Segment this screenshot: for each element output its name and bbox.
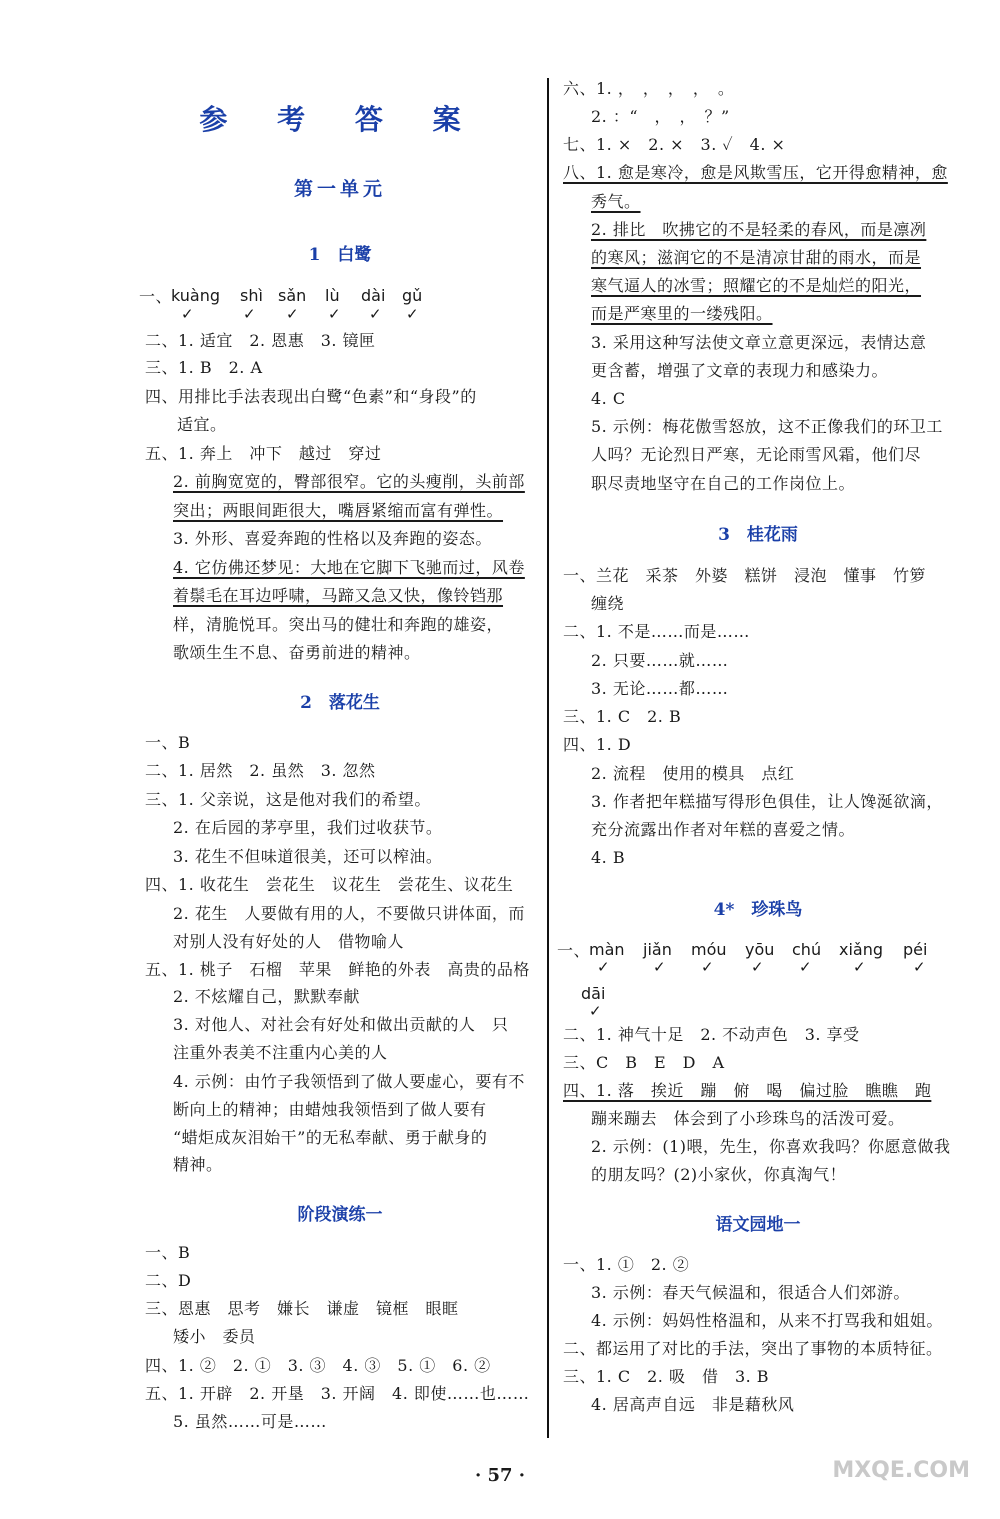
answer-line: 4. B	[591, 848, 626, 867]
answer-line: 二、都运用了对比的手法，突出了事物的本质特征。	[563, 1339, 943, 1358]
section-title-luohuasheng: 2 落花生	[300, 693, 380, 713]
answer-line: 三、C B E D A	[563, 1053, 725, 1072]
answer-line: 四、用排比手法表现出白鹭“色素”和“身段”的	[145, 387, 477, 406]
answer-line: 四、1. 收花生 尝花生 议花生 尝花生、议花生	[145, 875, 514, 894]
answer-line: 一、兰花 采茶 外婆 糕饼 浸泡 懂事 竹箩	[563, 566, 927, 585]
page-number: · 57 ·	[474, 1465, 526, 1486]
answer-line: 5. 示例：梅花傲雪怒放，这不正像我们的环卫工	[591, 417, 943, 436]
answer-line: 充分流露出作者对年糕的喜爱之情。	[591, 820, 856, 839]
pinyin-item: dài	[361, 286, 386, 305]
pinyin-item: chú	[792, 940, 822, 959]
answer-line: 断向上的精神；由蜡烛我领悟到了做人要有	[173, 1100, 487, 1119]
answer-line: 三、1. C 2. B	[563, 707, 682, 726]
pinyin-lead: 一、	[139, 287, 173, 306]
answer-line: 矮小 委员	[173, 1327, 256, 1346]
pinyin-item: shì	[240, 286, 263, 305]
answer-line: 2. 不炫耀自己，默默奉献	[173, 987, 360, 1006]
answer-line: 五、1. 奔上 冲下 越过 穿过	[145, 444, 382, 463]
pinyin-item: sǎn	[278, 286, 307, 305]
answer-line: 而是严寒里的一缕残阳。	[591, 304, 773, 323]
check-icon: ✓	[799, 958, 812, 976]
answer-line: 3. 无论……都……	[591, 679, 729, 698]
answer-line: 更含蓄，增强了文章的表现力和感染力。	[591, 361, 889, 380]
answer-line: 2. 花生 人要做有用的人，不要做只讲体面，而	[173, 904, 525, 923]
answer-line: 歌颂生生不息、奋勇前进的精神。	[173, 643, 421, 662]
answer-line: 3. 采用这种写法使文章立意更深远，表情达意	[591, 333, 927, 352]
pinyin-lead: 一、	[557, 941, 591, 960]
answer-line: 二、D	[145, 1271, 192, 1290]
check-icon: ✓	[589, 1002, 602, 1020]
section-title-bailu: 1 白鹭	[308, 245, 372, 265]
check-icon: ✓	[653, 958, 666, 976]
pinyin-item: dāi	[581, 984, 606, 1003]
answer-line: 八、1. 愈是寒冷，愈是风欺雪压，它开得愈精神，愈	[563, 163, 948, 182]
pinyin-item: péi	[903, 940, 928, 959]
page-title: 参 考 答 案	[199, 103, 481, 136]
pinyin-item: lù	[325, 286, 340, 305]
answer-line: 三、1. C 2. 吸 借 3. B	[563, 1367, 770, 1386]
answer-line: 三、1. 父亲说，这是他对我们的希望。	[145, 790, 431, 809]
pinyin-item: kuàng	[171, 286, 221, 305]
answer-line: 2. 示例：(1)喂，先生，你喜欢我吗？你愿意做我	[591, 1137, 951, 1156]
answer-line: 4. 示例：妈妈性格温和，从来不打骂我和姐姐。	[591, 1311, 943, 1330]
pinyin-item: xiǎng	[839, 940, 884, 959]
answer-line: 二、1. 适宜 2. 恩惠 3. 镜匣	[145, 331, 376, 350]
answer-line: 4. C	[591, 389, 626, 408]
section-title-jieduan: 阶段演练一	[297, 1205, 383, 1225]
answer-line: 3. 作者把年糕描写得形色俱佳，让人馋涎欲滴，	[591, 792, 943, 811]
answer-line: 一、B	[145, 1243, 191, 1262]
answer-line: 一、1. ① 2. ②	[563, 1255, 690, 1274]
answer-line: 5. 虽然……可是……	[173, 1412, 327, 1431]
answer-line: 突出；两眼间距很大，嘴唇紧缩而富有弹性。	[173, 501, 504, 520]
answer-line: 2. 只要……就……	[591, 651, 729, 670]
answer-line: 七、1. × 2. × 3. ✓ 4. ×	[563, 135, 786, 154]
answer-line: 人吗？无论烈日严寒，无论雨雪风霜，他们尽	[591, 445, 922, 464]
answer-line: 着鬃毛在耳边呼啸，马蹄又急又快，像铃铛那	[173, 586, 504, 605]
check-icon: ✓	[328, 305, 341, 323]
watermark-logo: MXQE.COM	[832, 1458, 970, 1483]
answer-line: 2. 在后园的茅亭里，我们过收获节。	[173, 818, 443, 837]
answer-line: 一、B	[145, 733, 191, 752]
check-icon: ✓	[369, 305, 382, 323]
answer-line: 四、1. D	[563, 735, 632, 754]
answer-line: 3. 示例：春天气候温和，很适合人们郊游。	[591, 1283, 910, 1302]
check-icon: ✓	[181, 305, 194, 323]
answer-line: 2. ：“ ， ， ？”	[591, 107, 730, 126]
check-icon: ✓	[243, 305, 256, 323]
answer-line: 2. 排比 吹拂它的不是轻柔的春风，而是凛冽	[591, 220, 927, 239]
answer-line: 精神。	[173, 1155, 223, 1174]
answer-line: 四、1. 落 挨近 蹦 俯 喝 偏过脸 瞧瞧 跑	[563, 1081, 932, 1100]
section-title-zhenzhuniao: 4* 珍珠鸟	[713, 900, 803, 920]
check-icon: ✓	[406, 305, 419, 323]
answer-line: 二、1. 不是……而是……	[563, 622, 750, 641]
answer-line: 三、1. B 2. A	[145, 358, 263, 377]
answer-line: 适宜。	[177, 415, 227, 434]
answer-line: 二、1. 神气十足 2. 不动声色 3. 享受	[563, 1025, 860, 1044]
answer-line: 寒气逼人的冰雪；照耀它的不是灿烂的阳光，	[591, 276, 922, 295]
pinyin-item: màn	[589, 940, 625, 959]
answer-line: 对别人没有好处的人 借物喻人	[173, 932, 405, 951]
answer-line: “蜡炬成灰泪始干”的无私奉献、勇于献身的	[173, 1128, 488, 1147]
answer-line: 2. 流程 使用的模具 点红	[591, 764, 795, 783]
answer-line: 4. 它仿佛还梦见：大地在它脚下飞驰而过，风卷	[173, 558, 525, 577]
check-icon: ✓	[597, 958, 610, 976]
unit-title: 第一单元	[293, 178, 386, 200]
check-icon: ✓	[286, 305, 299, 323]
column-divider	[547, 78, 549, 1438]
section-title-guihuayu: 3 桂花雨	[718, 525, 798, 545]
pinyin-item: yōu	[745, 940, 775, 959]
answer-line: 3. 花生不但味道很美，还可以榨油。	[173, 847, 443, 866]
answer-line: 4. 居高声自远 非是藉秋风	[591, 1395, 795, 1414]
answer-line: 3. 对他人、对社会有好处和做出贡献的人 只	[173, 1015, 509, 1034]
answer-line: 2. 前胸宽宽的，臀部很窄。它的头瘦削，头前部	[173, 472, 525, 491]
answer-line: 五、1. 桃子 石榴 苹果 鲜艳的外表 高贵的品格	[145, 960, 530, 979]
answer-line: 职尽责地坚守在自己的工作岗位上。	[591, 474, 856, 493]
answer-line: 蹦来蹦去 体会到了小珍珠鸟的活泼可爱。	[591, 1109, 905, 1128]
check-icon: ✓	[751, 958, 764, 976]
answer-line: 4. 示例：由竹子我领悟到了做人要虚心，要有不	[173, 1072, 525, 1091]
answer-line: 五、1. 开辟 2. 开垦 3. 开阔 4. 即使……也……	[145, 1384, 530, 1403]
check-icon: ✓	[913, 958, 926, 976]
answer-line: 样，清脆悦耳。突出马的健壮和奔跑的雄姿，	[173, 615, 504, 634]
check-icon: ✓	[853, 958, 866, 976]
answer-line: 三、恩惠 思考 嫌长 谦虚 镜框 眼眶	[145, 1299, 459, 1318]
answer-line: 秀气。	[591, 192, 641, 211]
answer-line: 注重外表美不注重内心美的人	[173, 1043, 388, 1062]
answer-line: 的朋友吗？(2)小家伙，你真淘气！	[591, 1165, 847, 1184]
answer-line: 四、1. ② 2. ① 3. ③ 4. ③ 5. ① 6. ②	[145, 1356, 491, 1375]
answer-line: 六、1. ， ， ， ， 。	[563, 79, 735, 98]
answer-line: 的寒风；滋润它的不是清凉甘甜的雨水，而是	[591, 248, 922, 267]
answer-line: 缠绕	[591, 594, 625, 613]
pinyin-item: móu	[691, 940, 727, 959]
answer-line: 二、1. 居然 2. 虽然 3. 忽然	[145, 761, 376, 780]
check-icon: ✓	[701, 958, 714, 976]
pinyin-item: gǔ	[402, 286, 423, 305]
section-title-yuwenyuandi: 语文园地一	[715, 1215, 801, 1235]
answer-line: 3. 外形、喜爱奔跑的性格以及奔跑的姿态。	[173, 529, 492, 548]
pinyin-item: jiǎn	[643, 940, 672, 959]
